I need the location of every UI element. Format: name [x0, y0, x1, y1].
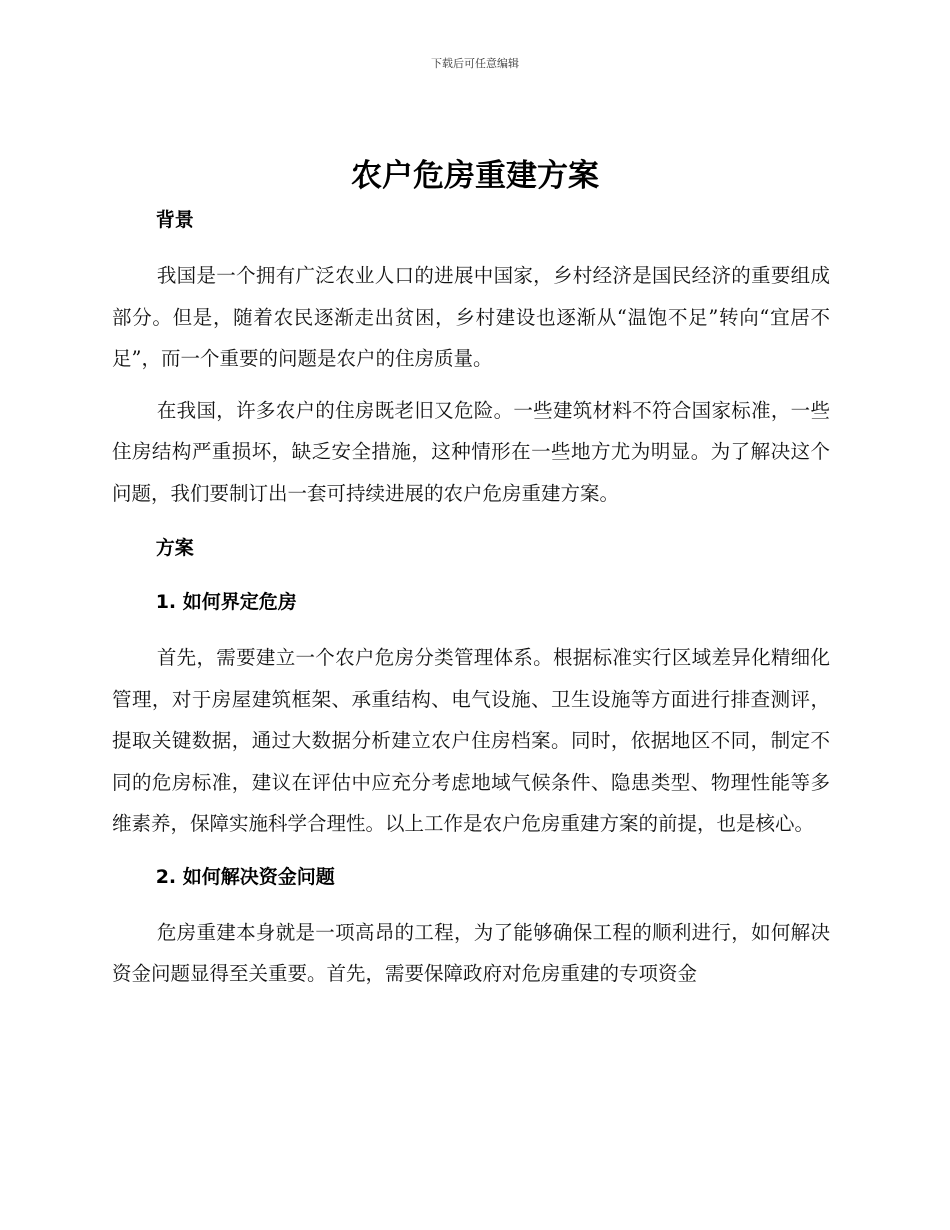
paragraph-funding: 危房重建本身就是一项高昂的工程，为了能够确保工程的顺利进行，如何解决资金问题显得至关重要。首先，需要保障政府对危房重建的专项资金 [112, 920, 830, 985]
document-body [112, 200, 830, 995]
paragraph-define-danger: 首先，需要建立一个农户危房分类管理体系。根据标准实行区域差异化精细化管理，对于房屋建筑框架、承重结构、电气设施、卫生设施等方面进行排查测评，提取关键数据，通过大数据分析建立农户住房档案。同时，依据地区不同，制定不同的危房标准，建议在评估中应充分考虑地域气候条件、隐患类型、物理性能等多维素养，保障实施科学合理性。以上工作是农户危房重建方案的前提，也是核心。 [112, 646, 830, 835]
paragraph-background-2: 在我国，许多农户的住房既老旧又危险。一些建筑材料不符合国家标准，一些住房结构严重损坏，缺乏安全措施，这种情形在一些地方尤为明显。为了解决这个问题，我们要制订出一套可持续进展的农户危房重建方案。 [112, 398, 830, 505]
document-title: 农户危房重建方案 [351, 158, 599, 194]
section-heading-background: 背景 [155, 209, 194, 231]
subsection-heading-funding: 2. 如何解决资金问题 [155, 865, 335, 888]
subsection-heading-define-danger: 1. 如何界定危房 [155, 591, 297, 613]
paragraph-background-1: 我国是一个拥有广泛农业人口的进展中国家，乡村经济是国民经济的重要组成部分。但是，随着农民逐渐走出贫困，乡村建设也逐渐从“温饱不足”转向“宜居不足”，而一个重要的问题是农户的住房质量。 [112, 264, 830, 370]
section-heading-plan: 方案 [155, 537, 194, 559]
page-header-note: 下载后可任意编辑 [431, 57, 519, 70]
